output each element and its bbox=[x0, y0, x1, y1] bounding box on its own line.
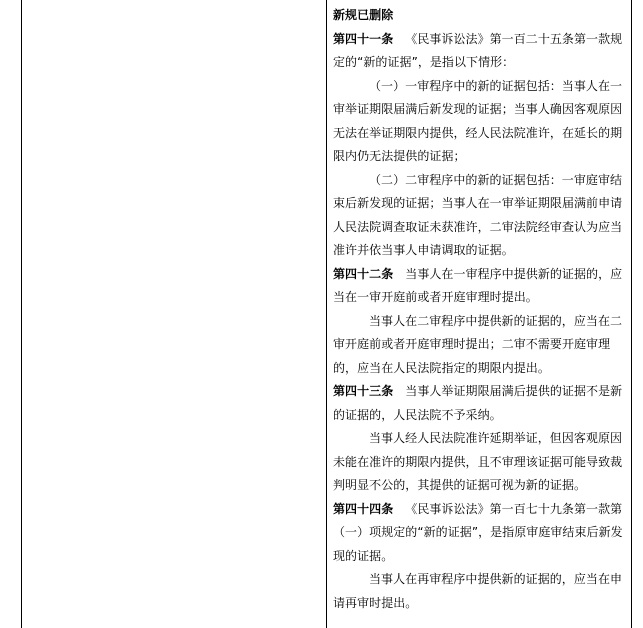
article-paragraph: 当事人在再审程序中提供新的证据的，应当在申请再审时提出。 bbox=[333, 572, 623, 610]
article-44 bbox=[333, 498, 627, 569]
article-41 bbox=[333, 28, 627, 75]
comparison-table bbox=[21, 0, 632, 628]
article-text: 《民事诉讼法》第一百七十九条第一款第（一）项规定的“新的证据”，是指原审庭审结束后新发现的证据。 bbox=[333, 501, 623, 563]
article-number: 第四十四条 bbox=[333, 501, 394, 516]
deleted-heading: 新规已删除 bbox=[333, 8, 394, 22]
article-number: 第四十一条 bbox=[333, 31, 394, 46]
article-paragraph: （二）二审程序中的新的证据包括：一审庭审结束后新发现的证据；当事人在一审举证期限届满前申请人民法院调查取证未获准许，二审法院经审查认为应当准许并依当事人申请调取的证据。 bbox=[333, 172, 623, 257]
article-43 bbox=[333, 380, 627, 427]
article-paragraph: 当事人经人民法院准许延期举证，但因客观原因未能在准许的期限内提供，且不审理该证据可能导致裁判明显不公的，其提供的证据可视为新的证据。 bbox=[333, 431, 623, 492]
article-paragraph: 当事人在二审程序中提供新的证据的，应当在二审开庭前或者开庭审理时提出；二审不需要开庭审理的，应当在人民法院指定的期限内提出。 bbox=[333, 313, 623, 375]
article-text: 当事人在一审程序中提供新的证据的，应当在一审开庭前或者开庭审理时提出。 bbox=[333, 266, 623, 304]
left-column-cell bbox=[22, 0, 327, 628]
article-text: 当事人举证期限届满后提供的证据不是新的证据的，人民法院不予采纳。 bbox=[333, 384, 623, 422]
article-paragraph: （一）一审程序中的新的证据包括：当事人在一审举证期限届满后新发现的证据；当事人确因客观原因无法在举证期限内提供，经人民法院准许，在延长的期限内仍无法提供的证据； bbox=[333, 78, 623, 163]
article-number: 第四十二条 bbox=[333, 266, 394, 281]
article-number: 第四十三条 bbox=[333, 384, 394, 398]
article-text: 《民事诉讼法》第一百二十五条第一款规定的“新的证据”，是指以下情形： bbox=[333, 31, 623, 69]
right-column-cell bbox=[328, 0, 631, 628]
article-42 bbox=[333, 263, 627, 310]
